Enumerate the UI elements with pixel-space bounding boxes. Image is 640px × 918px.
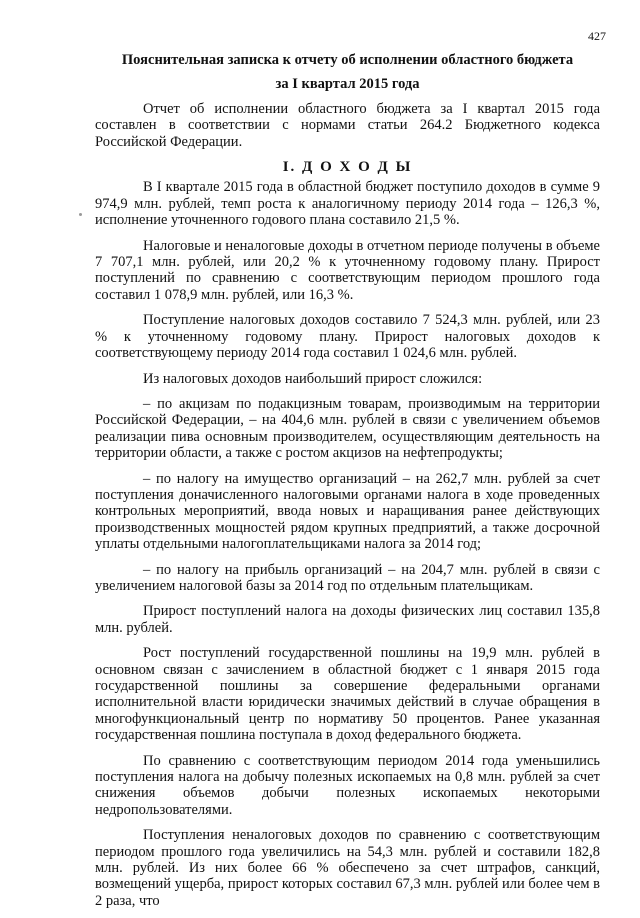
intro-paragraph: Отчет об исполнении областного бюджета за I квартал 2015 года составлен в соответствии с нормами статьи 264.2 Бюджетного кодекса Российской Федерации. xyxy=(95,100,600,150)
paragraph: Рост поступлений государственной пошлины на 19,9 млн. рублей в основном связан с зачислением в областной бюджет с 1 января 2015 года государственной пошлины за совершение федеральными органами исполнительной власти юридически значимых действий в случае обращения в многофункциональный центр по нормативу 50 процентов. Ранее указанная государственная пошлина поступала в доход федерального бюджета. xyxy=(95,645,600,744)
paragraph: Налоговые и неналоговые доходы в отчетном периоде получены в объеме 7 707,1 млн. рублей, или 20,2 % к уточненному годовому плану. Прирост поступлений по сравнению с соответствующим периодом прошлого года составил 1 078,9 млн. рублей, или 16,3 %. xyxy=(95,237,600,303)
paragraph: По сравнению с соответствующим периодом 2014 года уменьшились поступления налога на добычу полезных ископаемых на 0,8 млн. рублей за счет снижения объемов добычи полезных ископаемых некоторыми недропользователями. xyxy=(95,752,600,818)
list-item: – по акцизам по подакцизным товарам, производимым на территории Российской Федерации, – на 404,6 млн. рублей в связи с увеличением объемов реализации пива основным производителем, осуществляющим деятельность на территории области, а также с ростом акцизов на нефтепродукты; xyxy=(95,395,600,462)
document-title-line-2: за I квартал 2015 года xyxy=(275,76,420,93)
list-item: – по налогу на прибыль организаций – на 204,7 млн. рублей в связи с увеличением налоговой базы за 2014 год по отдельным плательщикам. xyxy=(95,561,600,594)
section-heading: I. Д О Х О Д Ы xyxy=(282,159,413,176)
paragraph: Поступление налоговых доходов составило 7 524,3 млн. рублей, или 23 % к уточненному годовому плану. Прирост налоговых доходов к соответствующему периоду 2014 года составил 1 024,6 млн. рублей. xyxy=(95,312,600,362)
page-number: 427 xyxy=(588,29,606,43)
paragraph: Поступления неналоговых доходов по сравнению с соответствующим периодом прошлого года увеличились на 54,3 млн. рублей и составили 182,8 млн. рублей. Из них более 66 % обеспечено за счет штрафов, санкций, возмещений ущерба, прирост которых составил 67,3 млн. рублей или более чем в 2 раза, что xyxy=(95,827,600,909)
paragraph: В I квартале 2015 года в областной бюджет поступило доходов в сумме 9 974,9 млн. рублей, темп роста к аналогичному периоду 2014 года – 126,3 %, исполнение уточненного годового плана составило 21,5 %. xyxy=(95,179,600,229)
document-body xyxy=(95,52,600,918)
document-title-line-1: Пояснительная записка к отчету об исполнении областного бюджета xyxy=(121,52,574,68)
scan-dot xyxy=(79,213,82,216)
paragraph: Прирост поступлений налога на доходы физических лиц составил 135,8 млн. рублей. xyxy=(95,603,600,636)
list-item: – по налогу на имущество организаций – на 262,7 млн. рублей за счет поступления доначисленного налоговыми органами налога в ходе проведенных контрольных мероприятий, ввода новых и наращивания ранее действующих производственных мощностей рядом крупных предприятий, а также досрочной уплаты отдельными налогоплательщиками налога за 2014 год; xyxy=(95,470,600,553)
paragraph: Из налоговых доходов наибольший прирост сложился: xyxy=(143,370,483,387)
